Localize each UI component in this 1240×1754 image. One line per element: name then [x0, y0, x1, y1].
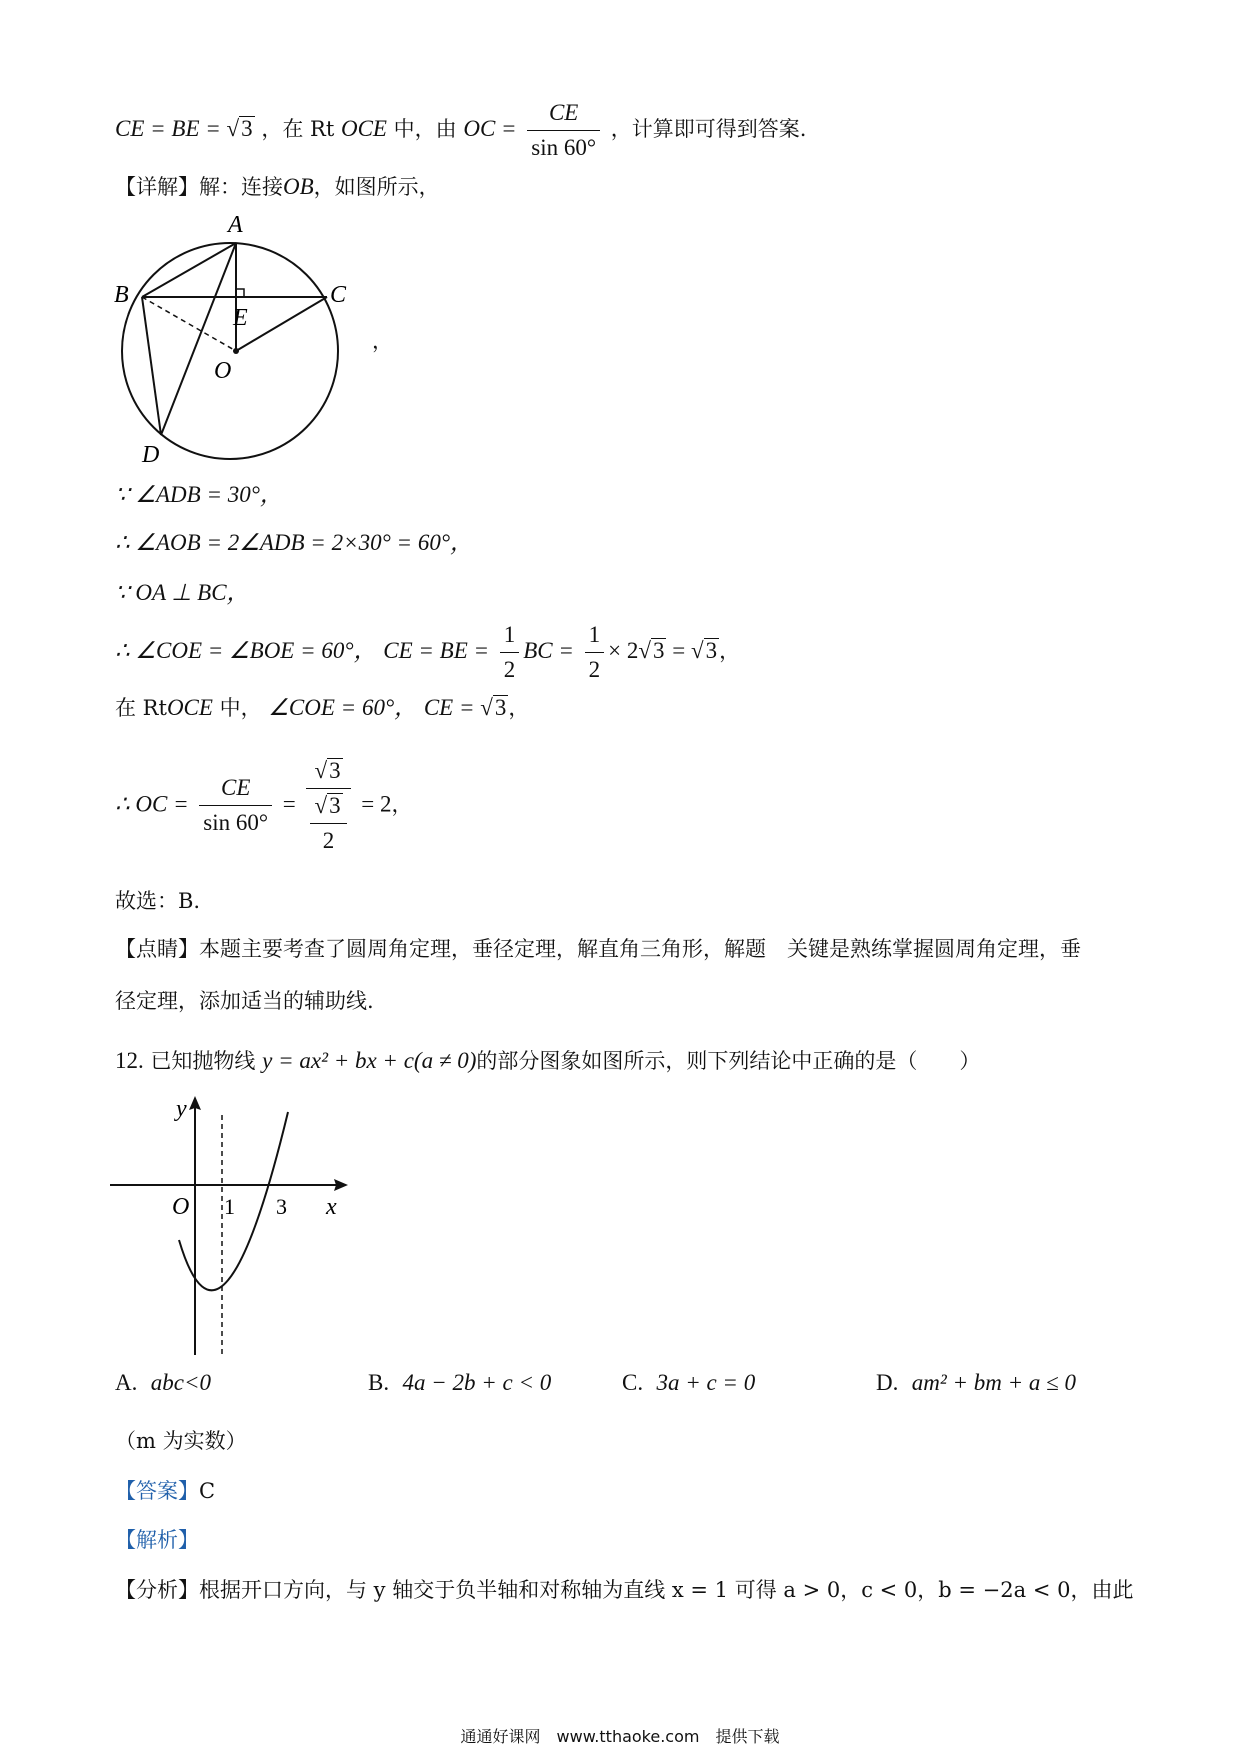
comment-line-2: 径定理，添加适当的辅助线. — [115, 989, 374, 1013]
label-o: O — [214, 358, 232, 384]
parabola-figure — [100, 1090, 360, 1360]
fenxi-tag: 【分析】 — [115, 1578, 199, 1602]
conclusion: 故选：B. — [115, 889, 201, 913]
y-axis-label: y — [176, 1096, 187, 1122]
step-2: ∴ ∠AOB = 2∠ADB = 2×30° = 60°， — [115, 530, 474, 555]
intro-line — [115, 98, 806, 163]
sqrt-3: √3 — [226, 115, 253, 141]
comment-tag: 【点睛】 — [115, 937, 199, 961]
segment-ob: OB — [283, 174, 314, 199]
label-c: C — [330, 282, 347, 308]
parabola-formula: y = ax² + bx + c — [262, 1048, 414, 1073]
figure1-trailing-comma: ， — [372, 329, 393, 353]
analysis-tag: 【解析】 — [115, 1528, 199, 1552]
question-12: 12. 已知抛物线 y = ax² + bx + c(a ≠ 0)的部分图象如图所示，则下列结论中正确的是（ ） — [115, 1048, 981, 1073]
triangle-oce: OCE — [340, 115, 387, 141]
step-3: ∵ OA ⊥ BC， — [115, 580, 250, 605]
detail-tag: 【详解】 — [115, 175, 199, 199]
choice-d[interactable]: D. am² + bm + a ≤ 0 — [876, 1370, 1077, 1395]
page-footer: 通通好课网 www.tthaoke.com 提供下载 — [460, 1727, 780, 1746]
choice-b[interactable]: B. 4a − 2b + c < 0 — [368, 1370, 552, 1395]
answer-line — [115, 1478, 215, 1505]
choice-c[interactable]: C. 3a + c = 0 — [622, 1370, 756, 1395]
step-6: ∴ OC = $\frac{CE}{\sin 60^\circ}$ = $\frac{√3}{\frac{√3}{2}}$ = 2， — [115, 758, 413, 853]
step-5: 在 RtOCE 中， ∠COE = 60°， CE = √3， — [115, 695, 530, 720]
label-b: B — [114, 282, 129, 308]
intro-text-1: ，在 Rt — [261, 116, 335, 141]
step-1: ∵ ∠ADB = 30°， — [115, 482, 283, 507]
question-number: 12. — [115, 1048, 144, 1073]
label-e: E — [233, 305, 248, 331]
fenxi-line: 【分析】根据开口方向，与 y 轴交于负半轴和对称轴为直线 x = 1 可得 a > 0，c < 0，b = −2a < 0，由此 — [115, 1578, 1134, 1602]
x-axis-label: x — [326, 1194, 337, 1220]
tick-3: 3 — [276, 1194, 287, 1219]
circle-figure — [100, 208, 400, 468]
intro-text-3: ，计算即可得到答案. — [610, 116, 807, 141]
choice-a[interactable]: A. abc<0 — [115, 1370, 211, 1395]
answer-value: C — [199, 1479, 216, 1503]
comment-line-1: 【点睛】本题主要考查了圆周角定理，垂径定理，解直角三角形，解题 关键是熟练掌握圆周角定理，垂 — [115, 937, 1081, 961]
detail-line — [115, 172, 440, 202]
oc-label: OC = — [463, 115, 517, 141]
detail-tail: ，如图所示， — [313, 175, 440, 199]
m-note: （m 为实数） — [115, 1429, 247, 1453]
fraction-ce-sin60: $\frac{CE}{\sin 60^\circ}$ — [527, 98, 600, 163]
intro-text-2: 中，由 — [393, 116, 457, 141]
label-a: A — [228, 212, 243, 238]
step-4: ∴ ∠COE = ∠BOE = 60°， CE = BE = $\frac{1}{2}$ BC = $\frac{1}{2}$ × 2√3 = √3， — [115, 622, 741, 682]
answer-tag: 【答案】 — [115, 1479, 199, 1503]
origin-label: O — [172, 1194, 190, 1220]
detail-text: 解：连接 — [199, 175, 283, 199]
tick-1: 1 — [224, 1194, 235, 1219]
eq-ce-be: CE = BE = — [115, 115, 227, 141]
label-d: D — [142, 442, 160, 468]
